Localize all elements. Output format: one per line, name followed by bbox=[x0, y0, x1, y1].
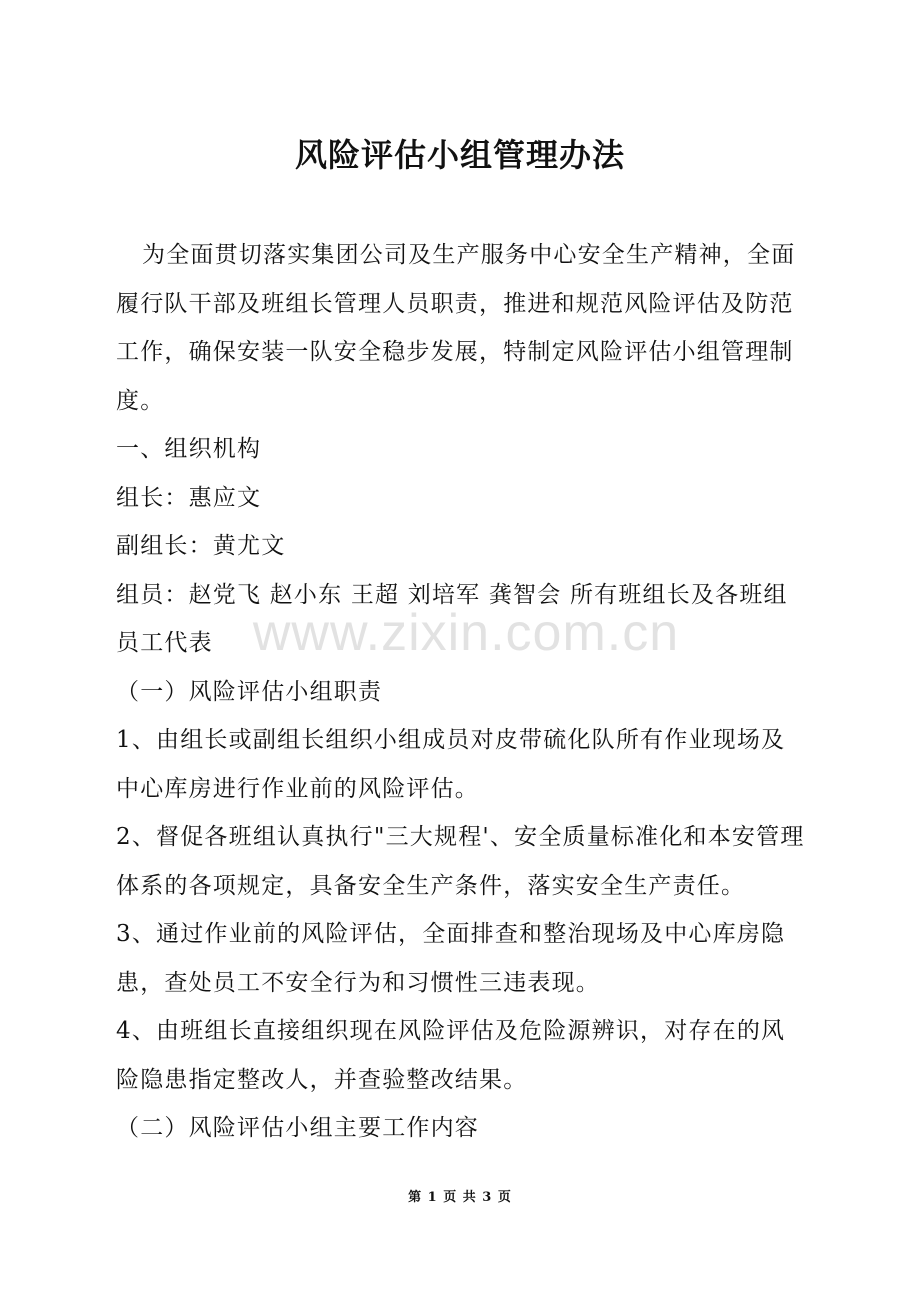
intro-paragraph: 为全面贯切落实集团公司及生产服务中心安全生产精神，全面履行队干部及班组长管理人员职责，推进和规范风险评估及防范工作，确保安装一队安全稳步发展，特制定风险评估小组管理制度。 bbox=[116, 242, 796, 414]
deputy-leader-line: 副组长：黄尤文 bbox=[116, 533, 286, 559]
duty-item-3: 3、通过作业前的风险评估，全面排查和整治现场及中心库房隐患，查处员工不安全行为和习惯性三违表现。 bbox=[116, 921, 786, 996]
document-title: 风险评估小组管理办法 bbox=[294, 136, 625, 174]
duty-item-1: 1、由组长或副组长组织小组成员对皮带硫化队所有作业现场及中心库房进行作业前的风险评估。 bbox=[116, 727, 786, 802]
subsection-heading-work: （二）风险评估小组主要工作内容 bbox=[116, 1115, 479, 1141]
duty-item-4: 4、由班组长直接组织现在风险评估及危险源辨识，对存在的风险隐患指定整改人，并查验整改结果。 bbox=[116, 1018, 786, 1093]
subsection-heading-duties: （一）风险评估小组职责 bbox=[116, 678, 383, 705]
duty-item-2: 2、督促各班组认真执行"三大规程'、安全质量标准化和本安管理体系的各项规定，具备安全生产条件，落实安全生产责任。 bbox=[116, 824, 805, 899]
document-body bbox=[116, 231, 806, 1153]
leader-line: 组长：惠应文 bbox=[116, 484, 262, 511]
watermark: www.zixin.com.cn bbox=[252, 604, 680, 662]
section-heading-organization: 一、组织机构 bbox=[116, 436, 262, 462]
members-paragraph: 组员：赵党飞 赵小东 王超 刘培军 龚智会 所有班组长及各班组员工代表 bbox=[116, 581, 788, 656]
page-footer: 第 1 页 共 3 页 bbox=[408, 1190, 512, 1205]
